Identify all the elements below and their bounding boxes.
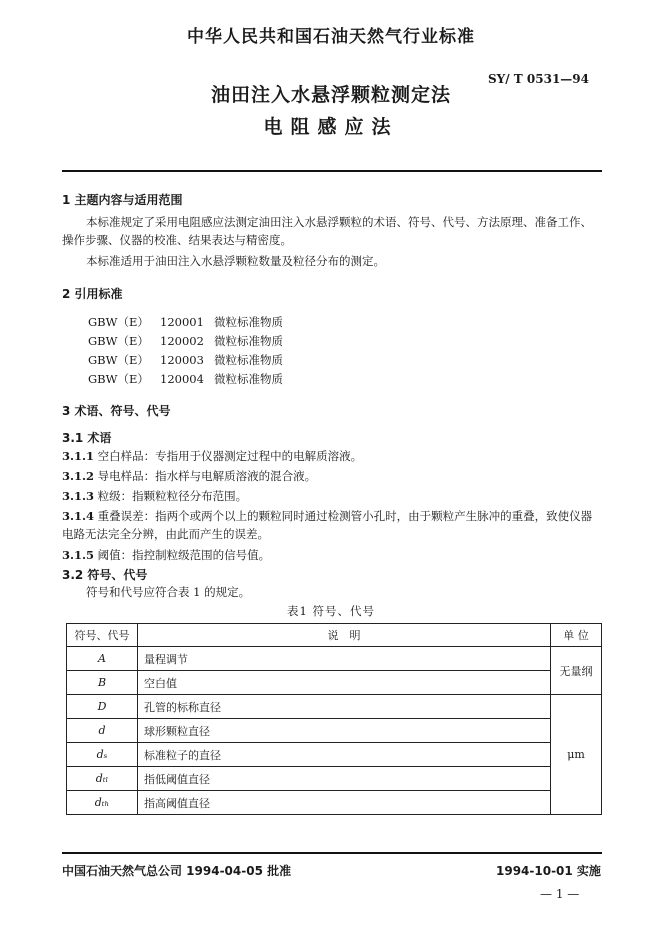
effective-date: 1994-10-01 实施 xyxy=(496,864,601,878)
reference-item: GBW（E） 120002 微粒标准物质 xyxy=(88,334,283,348)
section-3-heading: 3 术语、符号、代号 xyxy=(62,404,171,418)
header-description: 说 明 xyxy=(138,624,551,647)
section-3-1-heading: 3.1 术语 xyxy=(62,431,112,445)
section-1-heading: 1 主题内容与适用范围 xyxy=(62,193,183,207)
table-row: B 空白值 xyxy=(67,671,602,695)
section-2-heading: 2 引用标准 xyxy=(62,287,123,301)
section-3-2-heading: 3.2 符号、代号 xyxy=(62,568,148,582)
table-row: A 量程调节 无量纲 xyxy=(67,647,602,671)
document-title: 油田注入水悬浮颗粒测定法 xyxy=(210,84,451,106)
section-3-2-text: 符号和代号应符合表 1 的规定。 xyxy=(86,585,251,599)
reference-item: GBW（E） 120004 微粒标准物质 xyxy=(88,372,283,386)
header-symbol: 符号、代号 xyxy=(67,624,138,647)
document-subtitle: 电阻感应法 xyxy=(263,116,399,138)
table-caption: 表1 符号、代号 xyxy=(287,604,375,618)
table-row: dₜₗ 指低阈值直径 xyxy=(67,767,602,791)
term-3-1-1: 3.1.1 空白样品：专指用于仪器测定过程中的电解质溶液。 xyxy=(62,449,363,463)
table-row: d 球形颗粒直径 xyxy=(67,719,602,743)
standard-number: SY/ T 0531—94 xyxy=(488,72,589,86)
reference-list xyxy=(88,313,283,389)
footer-rule xyxy=(62,852,602,854)
section-1-paragraph-2: 本标准适用于油田注入水悬浮颗粒数量及粒径分布的测定。 xyxy=(86,254,385,268)
reference-item: GBW（E） 120001 微粒标准物质 xyxy=(88,315,283,329)
term-3-1-2: 3.1.2 导电样品：指水样与电解质溶液的混合液。 xyxy=(62,469,317,483)
header-unit: 单 位 xyxy=(551,624,602,647)
unit-dimensionless: 无量纲 xyxy=(551,647,602,695)
symbols-table xyxy=(66,623,602,815)
org-standard-header: 中华人民共和国石油天然气行业标准 xyxy=(187,27,475,47)
approval-line: 中国石油天然气总公司 1994-04-05 批准 xyxy=(62,864,292,878)
page-number: — 1 — xyxy=(540,887,580,901)
term-3-1-5: 3.1.5 阈值：指控制粒级范围的信号值。 xyxy=(62,548,271,562)
term-3-1-4: 3.1.4 重叠误差：指两个或两个以上的颗粒同时通过检测管小孔时，由于颗粒产生脉冲的重叠，致使仪器电路无法完全分辨，由此而产生的误差。 xyxy=(62,509,593,541)
unit-micrometer: μm xyxy=(551,695,602,815)
term-3-1-3: 3.1.3 粒级：指颗粒粒径分布范围。 xyxy=(62,489,248,503)
title-rule xyxy=(62,170,602,172)
reference-item: GBW（E） 120003 微粒标准物质 xyxy=(88,353,283,367)
table-row: D 孔管的标称直径 μm xyxy=(67,695,602,719)
table-row: dₜₕ 指高阈值直径 xyxy=(67,791,602,815)
table-row: dₛ 标准粒子的直径 xyxy=(67,743,602,767)
table-header-row xyxy=(67,624,602,647)
section-1-paragraph-1: 本标准规定了采用电阻感应法测定油田注入水悬浮颗粒的术语、符号、代号、方法原理、准备工作、操作步骤、仪器的校准、结果表达与精密度。 xyxy=(62,215,592,247)
